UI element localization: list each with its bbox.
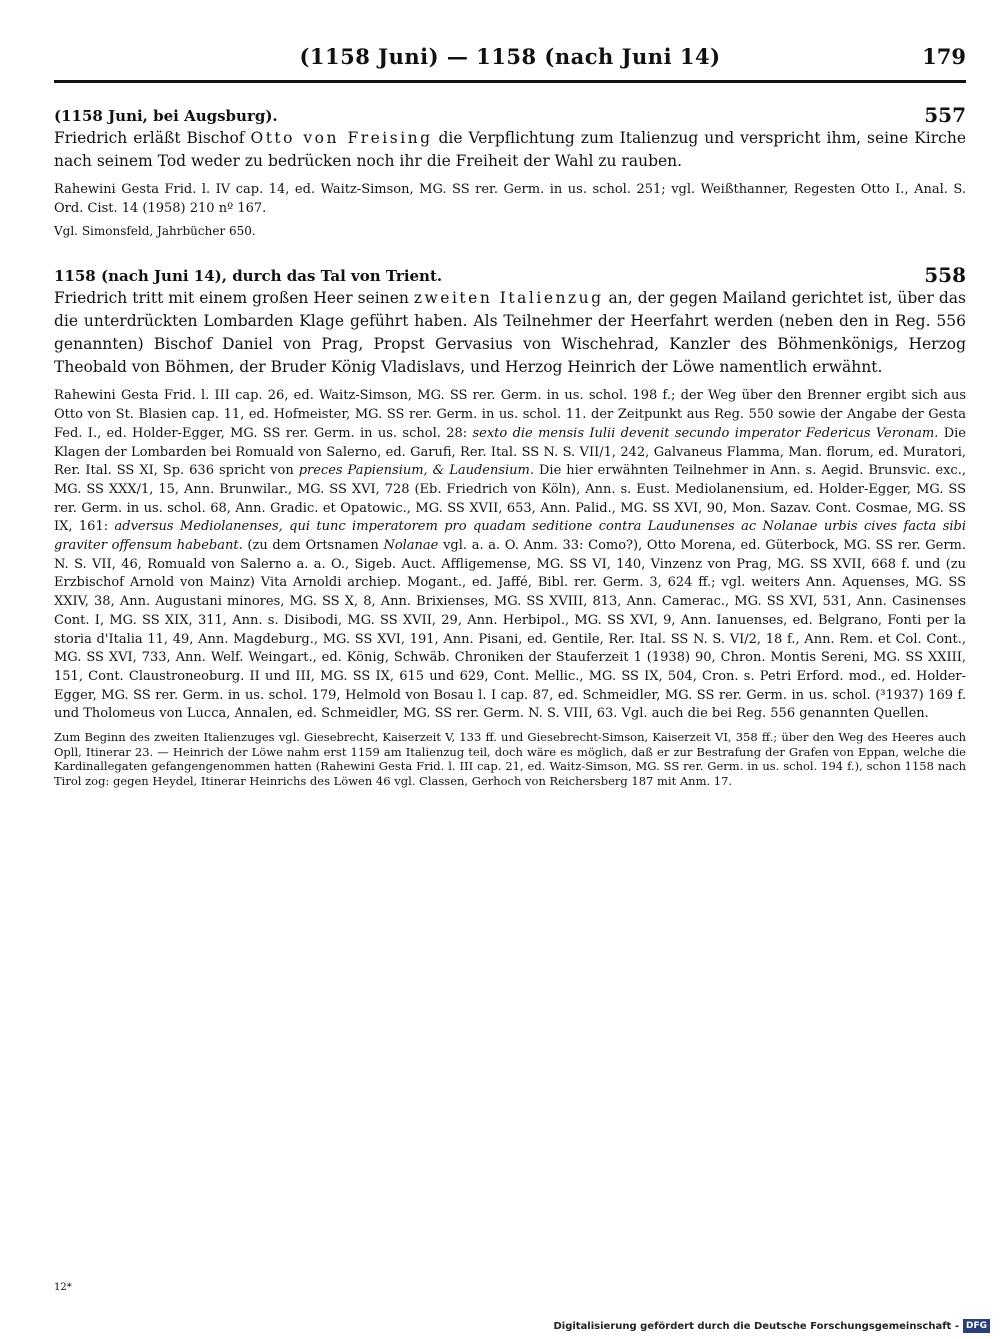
regest-text-part: Friedrich erläßt Bischof	[54, 129, 251, 147]
page-header	[54, 40, 966, 83]
sources-text: Rahewini Gesta Frid. l. III cap. 26, ed. Waitz-Simson, MG. SS rer. Germ. in us. schol. 198 f.; der Weg über den Brenner ergibt sich aus Otto von St. Blasien cap. 11, ed. Hofmeister, MG. SS rer. Germ. in us. schol. 11. der Zeitpunkt aus Reg. 550 sowie der Angabe der Gesta Fed. I., ed. Holder-Egger, MG. SS rer. Germ. in us. schol. 28:	[54, 388, 966, 441]
digitization-footer	[553, 1318, 990, 1334]
entry-number: 558	[924, 263, 966, 288]
sources-text: Die hier erwähnten Teilnehmer in Ann. s. Aegid. Brunsvic. exc., MG. SS XXX/1, 15, Ann. Brunwilar., MG. SS XVI, 728 (Eb. Friedrich von Köln), Ann. s. Eust. Mediolanensium, ed. Holder-Egger, MG. SS rer. Germ. in us. schol. 68, Ann. Gradic. et Opatowic., MG. SS XVII, 653, Ann. Palid., MG. SS XVI, 90, Mon. Sazav. Cont. Cosmae, MG. SS IX, 161:	[54, 463, 966, 535]
footer-text: Digitalisierung gefördert durch die Deutsche Forschungsgemeinschaft -	[553, 1320, 959, 1332]
regest-text-part: die Verpflichtung zum Italienzug und verspricht ihm, seine Kirche nach seinem Tod weder zu bedrücken noch ihr die Freiheit der Wahl zu rauben.	[54, 129, 966, 170]
sources-text: vgl. a. a. O. Anm. 33: Como?), Otto Morena, ed. Güterbock, MG. SS rer. Germ. N. S. VII, 46, Romuald von Salerno a. a. O., Sigeb. Auct. Affligemense, MG. SS VI, 140, Vinzenz von Prag, MG. SS XVII, 668 f. und (zu Erzbischof Arnold von Mainz) Vita Arnoldi archiep. Mogant., ed. Jaffé, Bibl. rer. Germ. 3, 624 ff.; vgl. weiters Ann. Aquenses, MG. SS XXIV, 38, Ann. Augustani minores, MG. SS X, 8, Ann. Brixienses, MG. SS XVIII, 813, Ann. Camerac., MG. SS XVI, 531, Ann. Casinenses Cont. I, MG. SS XIX, 311, Ann. s. Disibodi, MG. SS XVII, 29, Ann. Herbipol., MG. SS XVI, 9, Ann. Ianuenses, ed. Belgrano, Fonti per la storia d'Italia 11, 49, Ann. Magdeburg., MG. SS XVI, 191, Ann. Pisani, ed. Gentile, Rer. Ital. SS N. S. VI/2, 18 f., Ann. Rem. et Col. Cont., MG. SS XVI, 733, Ann. Welf. Weingart., ed. König, Schwäb. Chroniken der Stauferzeit 1 (1938) 90, Chron. Montis Sereni, MG. SS XXIII, 151, Cont. Claustroneoburg. II und III, MG. SS IX, 615 und 629, Cont. Mellic., MG. SS IX, 504, Cron. s. Petri Erford. mod., ed. Holder-Egger, MG. SS rer. Germ. in us. schol. 179, Helmold von Bosau l. I cap. 87, ed. Schmeidler, MG. SS rer. Germ. in us. schol. (³1937) 169 f. und Tholomeus von Lucca, Annalen, ed. Schmeidler, MG. SS rer. Germ. N. S. VIII, 63. Vgl. auch die bei Reg. 556 genannten Quellen.	[54, 538, 967, 722]
sources-quote: sexto die mensis Iulii devenit secundo imperator Federicus Veronam.	[472, 425, 939, 441]
running-head: (1158 Juni) — 1158 (nach Juni 14)	[299, 44, 721, 69]
page-number: 179	[922, 44, 966, 69]
regest-spaced-name: zweiten Italienzug	[413, 289, 604, 308]
regest-text	[54, 127, 966, 173]
dfg-logo: DFG	[963, 1319, 990, 1333]
entry-number: 557	[924, 103, 966, 127]
sources-quote: preces Papiensium, & Laudensium.	[298, 463, 535, 479]
sources-text: Die Klagen der Lombarden bei Romuald von Salerno, ed. Garufi, Rer. Ital. SS N. S. VII/1, 242, Galvaneus Flamma, Man. florum, ed. Muratori, Rer. Ital. SS XI, Sp. 636 spricht von	[54, 425, 966, 479]
commentary-note: Zum Beginn des zweiten Italienzuges vgl. Giesebrecht, Kaiserzeit V, 133 ff. und Giesebrecht-Simson, Kaiserzeit VI, 358 ff.; über den Weg des Heeres auch Opll, Itinerar 23. — Heinrich der Löwe nahm erst 1159 am Italienzug teil, doch wäre es möglich, daß er zur Bestrafung der Grafen von Eppan, welche die Kardinallegaten gefangengenommen hatten (Rahewini Gesta Frid. l. III cap. 21, ed. Waitz-Simson, MG. SS rer. Germ. in us. schol. 194 f.), schon 1158 nach Tirol zog: gegen Heydel, Itinerar Heinrichs des Löwen 46 vgl. Classen, Gerhoch von Reichersberg 187 mit Anm. 17.	[54, 730, 966, 788]
regest-spaced-name: Otto von Freising	[250, 129, 433, 147]
entry-heading	[54, 261, 966, 287]
sources-text: (zu dem Ortsnamen	[242, 538, 384, 554]
regest-text-part: an, der gegen Mailand gerichtet ist, über das die unterdrückten Lombarden Klage geführt haben. Als Teilnehmer der Heerfahrt werden (neben den in Reg. 556 genannten) Bischof Daniel von Prag, Propst Gervasius von Wischehrad, Kanzler des Böhmenkönigs, Herzog Theobald von Böhmen, der Bruder König Vladislavs, und Herzog Heinrich der Löwe namentlich erwähnt.	[54, 289, 966, 377]
entry-date-place: 1158 (nach Juni 14), durch das Tal von Trient.	[54, 267, 443, 286]
sources-paragraph	[54, 387, 966, 724]
entry-heading	[54, 101, 966, 127]
sources-paragraph: Rahewini Gesta Frid. l. IV cap. 14, ed. Waitz-Simson, MG. SS rer. Germ. in us. schol. 251; vgl. Weißthanner, Regesten Otto I., Anal. S. Ord. Cist. 14 (1958) 210 nº 167.	[54, 182, 966, 216]
entry-date-place: (1158 Juni, bei Augsburg).	[54, 107, 278, 125]
sources-quote: Nolanae	[383, 538, 439, 554]
commentary-note: Vgl. Simonsfeld, Jahrbücher 650.	[54, 224, 256, 239]
sheet-signature: 12*	[54, 1282, 72, 1293]
regest-entry-557	[54, 101, 966, 239]
page	[54, 40, 966, 788]
regest-text	[54, 287, 966, 379]
sources-quote: adversus Mediolanenses, qui tunc imperatorem pro quadam seditione contra Laudunenses ac Nolanae urbis cives facta sibi graviter offensum habebant.	[54, 519, 967, 554]
regest-entry-558	[54, 261, 966, 788]
regest-text-part: Friedrich tritt mit einem großen Heer seinen	[54, 289, 414, 308]
